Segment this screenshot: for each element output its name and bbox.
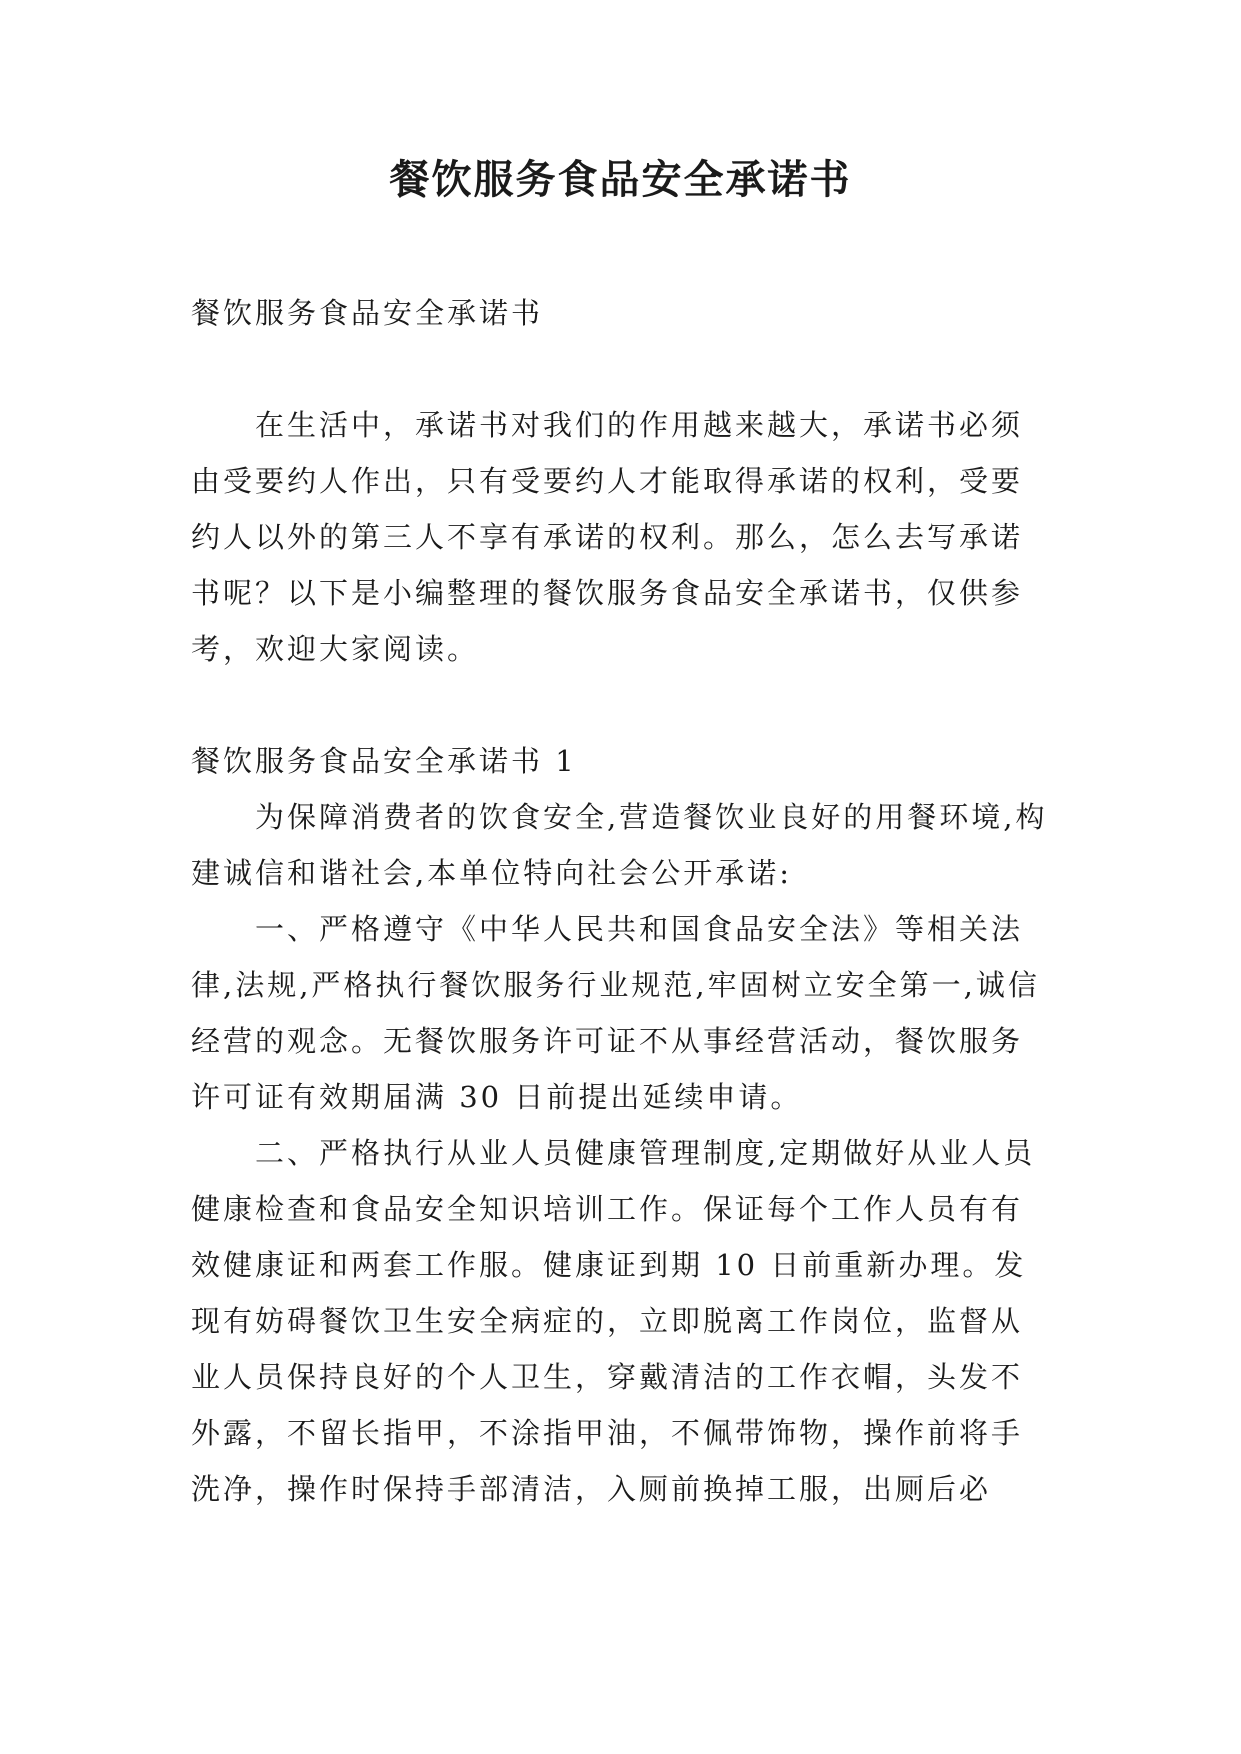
document-title: 餐饮服务食品安全承诺书 bbox=[389, 156, 852, 203]
body-paragraph: 为保障消费者的饮食安全,营造餐饮业良好的用餐环境,构建诚信和谐社会,本单位特向社会公开承诺: bbox=[191, 800, 1048, 890]
body-paragraph: 二、严格执行从业人员健康管理制度,定期做好从业人员健康检查和食品安全知识培训工作。保证每个工作人员有有效健康证和两套工作服。健康证到期 10 日前重新办理。发现有妨碍餐饮卫生安全病症的，立即脱离工作岗位，监督从业人员保持良好的个人卫生，穿戴清洁的工作衣帽，头发不外露，不留长指甲，不涂指甲油，不佩带饰物，操作前将手洗净，操作时保持手部清洁，入厕前换掉工服，出厕后必 bbox=[191, 1136, 1036, 1506]
document-body bbox=[191, 285, 1051, 1517]
section-heading: 餐饮服务食品安全承诺书 1 bbox=[191, 744, 577, 778]
intro-paragraph: 在生活中，承诺书对我们的作用越来越大，承诺书必须由受要约人作出，只有受要约人才能取得承诺的权利，受要约人以外的第三人不享有承诺的权利。那么，怎么去写承诺书呢？以下是小编整理的餐饮服务食品安全承诺书，仅供参考，欢迎大家阅读。 bbox=[191, 408, 1024, 666]
document-subtitle: 餐饮服务食品安全承诺书 bbox=[191, 296, 544, 330]
body-paragraph: 一、严格遵守《中华人民共和国食品安全法》等相关法律,法规,严格执行餐饮服务行业规范,牢固树立安全第一,诚信经营的观念。无餐饮服务许可证不从事经营活动，餐饮服务许可证有效期届满 30 日前提出延续申请。 bbox=[191, 912, 1040, 1114]
